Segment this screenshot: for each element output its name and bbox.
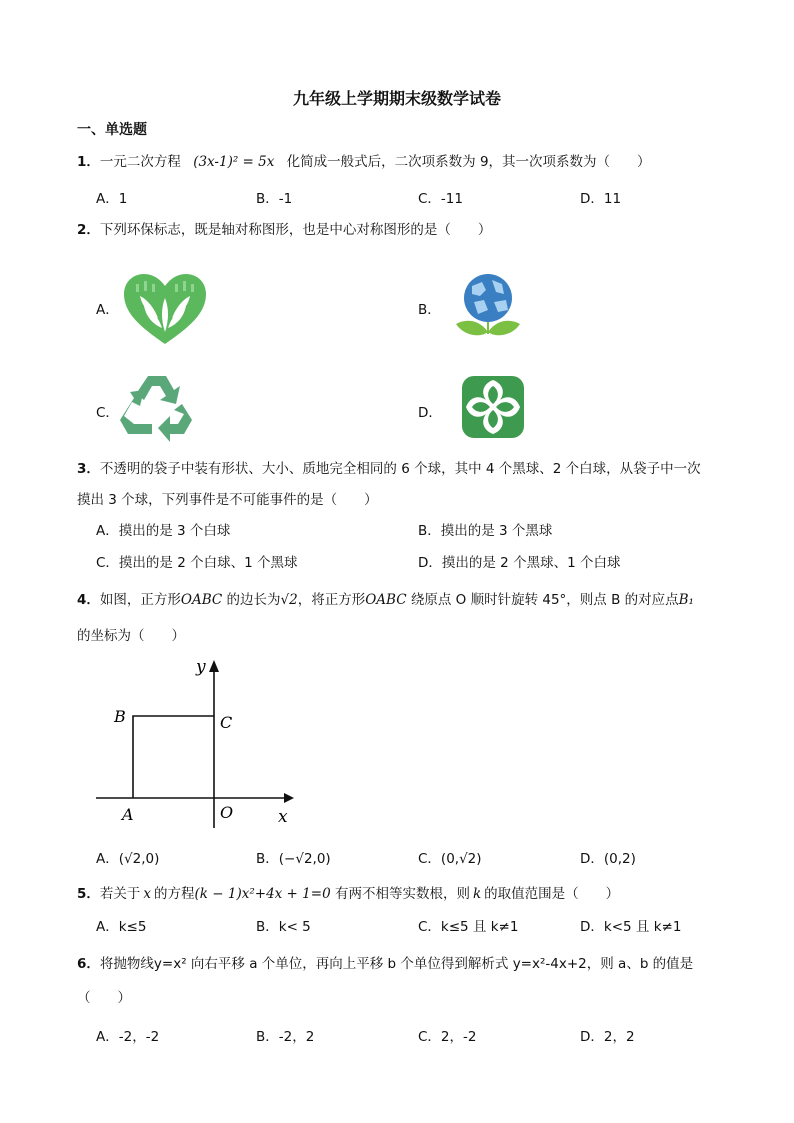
question-5: 5．若关于 x 的方程(k − 1)x²+4x + 1=0 有两不相等实数根，则 k 的取值范围是（ ） [77, 886, 620, 902]
page-title: 九年级上学期期末级数学试卷 [292, 89, 501, 108]
q1-option-b[interactable]: B．-1 [256, 191, 293, 207]
q3-option-a[interactable]: A．摸出的是 3 个白球 [96, 523, 231, 539]
question-3-line-1: 3．不透明的袋子中装有形状、大小、质地完全相同的 6 个球，其中 4 个黑球、2 个白球，从袋子中一次 [77, 461, 701, 477]
point-label-c: C [220, 713, 233, 732]
question-6-line-1: 6．将抛物线y=x² 向右平移 a 个单位，再向上平移 b 个单位得到解析式 y=x²-4x+2，则 a、b 的值是 [77, 956, 694, 972]
axis-label-y: y [196, 657, 206, 677]
q1-option-a[interactable]: A．1 [96, 191, 128, 207]
q2-option-c[interactable]: C． [96, 405, 119, 421]
question-4-line-2: 的坐标为（ ） [77, 628, 185, 644]
q1-option-d[interactable]: D．11 [580, 191, 622, 207]
q4-option-b[interactable]: B．(−√2,0) [256, 851, 331, 867]
q6-option-c[interactable]: C．2，-2 [418, 1029, 477, 1045]
q4-option-a[interactable]: A．(√2,0) [96, 851, 160, 867]
q5-option-b[interactable]: B．k< 5 [256, 919, 311, 935]
globe-leaf-logo-icon [452, 272, 524, 344]
question-6-line-2: （ ） [77, 990, 131, 1006]
clover-logo-icon [460, 374, 526, 440]
q1-option-c[interactable]: C．-11 [418, 191, 463, 207]
q2-option-b[interactable]: B． [418, 302, 441, 318]
q5-option-d[interactable]: D．k<5 且 k≠1 [580, 919, 682, 935]
point-label-a: A [122, 805, 134, 824]
q6-option-d[interactable]: D．2，2 [580, 1029, 635, 1045]
question-2: 2．下列环保标志，既是轴对称图形，也是中心对称图形的是（ ） [77, 222, 492, 238]
q2-option-d[interactable]: D． [418, 405, 442, 421]
q1-equation: (3x-1)² = 5x [193, 154, 275, 170]
q6-option-b[interactable]: B．-2，2 [256, 1029, 315, 1045]
axis-label-x: x [278, 807, 288, 827]
recycle-logo-icon [118, 372, 198, 444]
point-label-b: B [114, 707, 126, 726]
q3-option-b[interactable]: B．摸出的是 3 个黑球 [418, 523, 553, 539]
q5-option-a[interactable]: A．k≤5 [96, 919, 147, 935]
question-3-line-2: 摸出 3 个球，下列事件是不可能事件的是（ ） [77, 492, 378, 508]
q4-option-d[interactable]: D．(0,2) [580, 851, 636, 867]
q3-option-d[interactable]: D．摸出的是 2 个黑球、1 个白球 [418, 555, 621, 571]
q2-option-a[interactable]: A． [96, 302, 119, 318]
section-heading: 一、单选题 [77, 122, 147, 138]
q5-option-c[interactable]: C．k≤5 且 k≠1 [418, 919, 519, 935]
point-label-o: O [220, 803, 234, 822]
q6-option-a[interactable]: A．-2，-2 [96, 1029, 160, 1045]
q4-option-c[interactable]: C．(0,√2) [418, 851, 482, 867]
q3-option-c[interactable]: C．摸出的是 2 个白球、1 个黑球 [96, 555, 298, 571]
square-coordinate-figure [92, 654, 304, 832]
heart-leaf-logo-icon [122, 272, 208, 346]
question-1: 1．一元二次方程 (3x-1)² = 5x 化简成一般式后，二次项系数为 9，其一次项系数为（ ） [77, 154, 651, 170]
question-4-line-1: 4．如图，正方形OABC 的边长为√2，将正方形OABC 绕原点 O 顺时针旋转 45°，则点 B 的对应点B₁ [77, 592, 694, 608]
